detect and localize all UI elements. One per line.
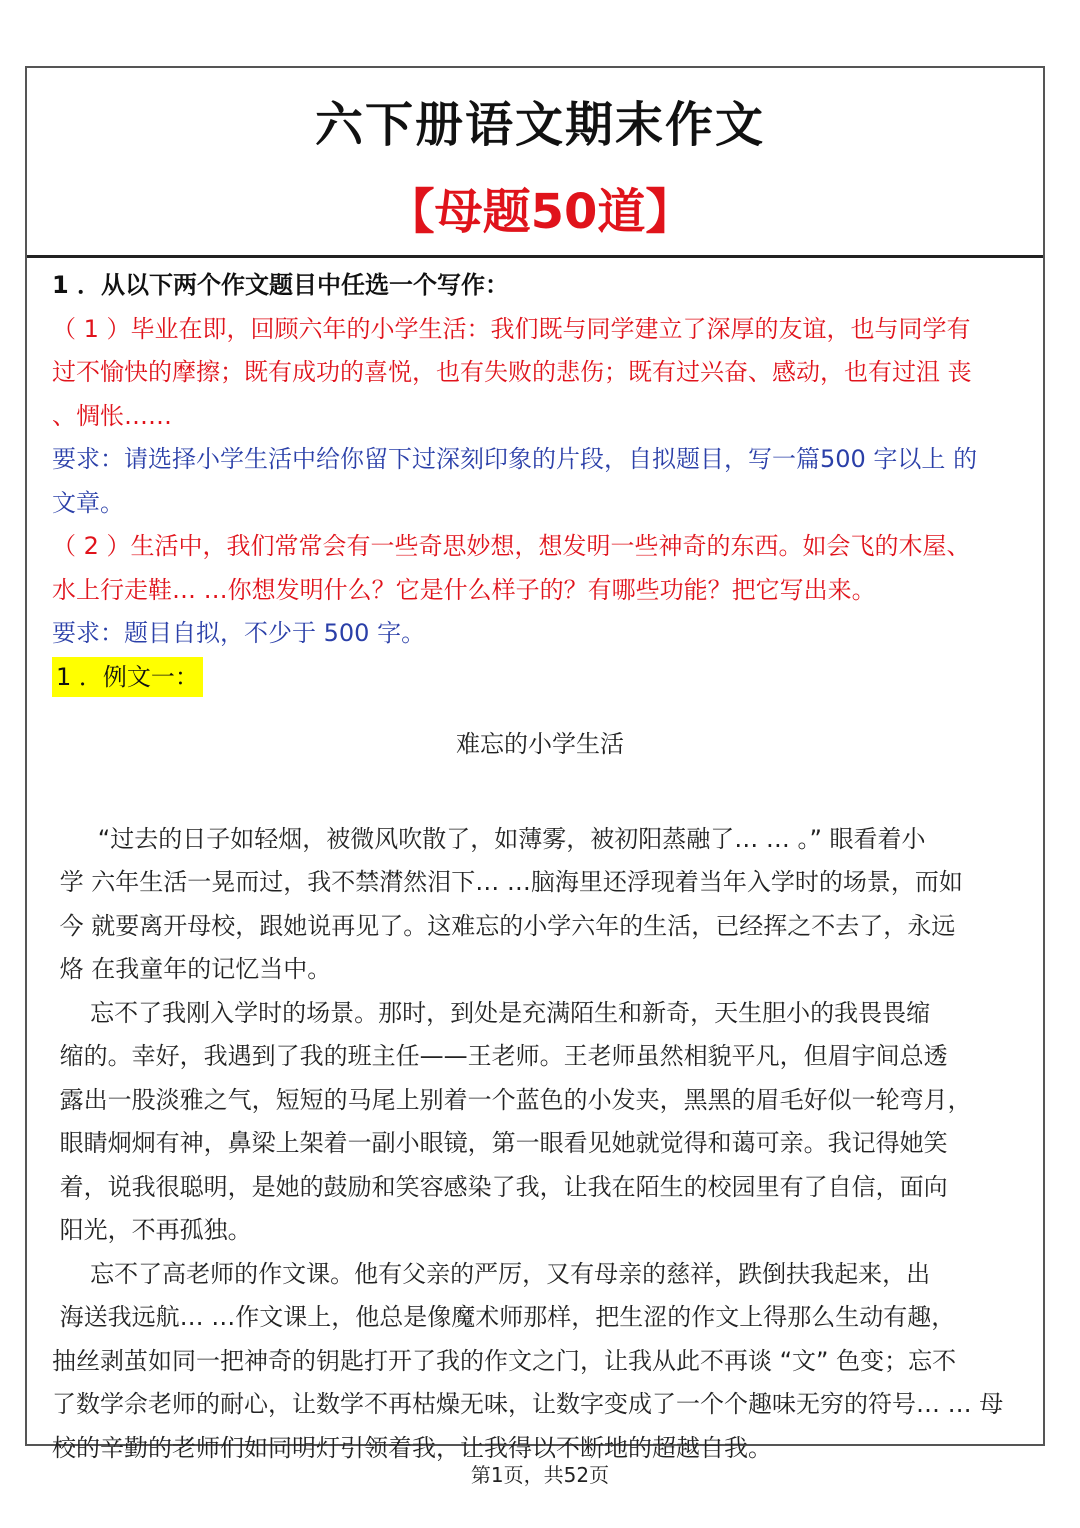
question-heading: 1 ．从以下两个作文题目中任选一个写作： [52, 271, 510, 299]
example-label: 1 ．例文一： [52, 657, 203, 697]
essay-line: 学 六年生活一晃而过，我不禁潸然泪下… …脑海里还浮现着当年入学时的场景，而如 [52, 868, 963, 896]
requirement1-line: 文章。 [52, 488, 124, 517]
page-title: 六下册语文期末作文 [314, 97, 765, 153]
essay-line: “过去的日子如轻烟，被微风吹散了，如薄雾，被初阳蒸融了… … 。” 眼看着小 [52, 824, 926, 853]
essay-line: 忘不了我刚入学时的场景。那时，到处是充满陌生和新奇，天生胆小的我畏畏缩 [52, 998, 931, 1027]
essay-line: 了数学佘老师的耐心，让数学不再枯燥无味，让数字变成了一个个趣味无穷的符号… … 母 [52, 1390, 1004, 1418]
title-divider [27, 255, 1043, 258]
essay-line: 忘不了高老师的作文课。他有父亲的严厉，又有母亲的慈祥，跌倒扶我起来，出 [52, 1259, 931, 1288]
essay-line: 眼睛炯炯有神，鼻梁上架着一副小眼镜，第一眼看见她就觉得和蔼可亲。我记得她笑 [52, 1129, 948, 1157]
essay-line: 露出一股淡雅之气，短短的马尾上别着一个蓝色的小发夹，黑黑的眉毛好似一轮弯月， [52, 1085, 972, 1114]
essay-line: 缩的。幸好，我遇到了我的班主任——王老师。王老师虽然相貌平凡，但眉宇间总透 [52, 1042, 948, 1070]
option1-line: 过不愉快的摩擦；既有成功的喜悦，也有失败的悲伤；既有过兴奋、感动，也有过沮 丧 [52, 358, 972, 386]
essay-line: 今 就要离开母校，跟她说再见了。这难忘的小学六年的生活，已经挥之不去了，永远 [52, 911, 956, 940]
option2-line: 水上行走鞋… …你想发明什么？它是什么样子的？有哪些功能？把它写出来。 [52, 575, 876, 604]
page-number: 第1页，共52页 [470, 1463, 610, 1487]
example-label-row [52, 656, 1037, 700]
spacer [52, 791, 1037, 818]
document-content [52, 264, 1037, 1470]
essay-line: 海送我远航… …作文课上，他总是像魔术师那样，把生涩的作文上得那么生动有趣， [52, 1303, 956, 1331]
essay-title: 难忘的小学生活 [456, 730, 624, 758]
page-subtitle: 【母题50道】 [386, 184, 694, 240]
essay-line: 烙 在我童年的记忆当中。 [52, 955, 332, 983]
requirement1-line: 要求：请选择小学生活中给你留下过深刻印象的片段，自拟题目，写一篇500 字以上 的 [52, 445, 978, 473]
requirement2-line: 要求：题目自拟，不少于 500 字。 [52, 619, 426, 647]
essay-line: 校的辛勤的老师们如同明灯引领着我，让我得以不断地的超越自我。 [52, 1433, 772, 1462]
essay-line: 着，说我很聪明，是她的鼓励和笑容感染了我，让我在陌生的校园里有了自信，面向 [52, 1172, 948, 1201]
essay-line: 阳光，不再孤独。 [52, 1216, 252, 1244]
essay-line: 抽丝剥茧如同一把神奇的钥匙打开了我的作文之门，让我从此不再谈 “文” 色变；忘不 [52, 1346, 957, 1375]
option1-line: （ 1 ）毕业在即，回顾六年的小学生活：我们既与同学建立了深厚的友谊，也与同学有 [52, 314, 971, 343]
option1-line: 、惆怅…… [52, 401, 172, 430]
option2-line: （ 2 ）生活中，我们常常会有一些奇思妙想，想发明一些神奇的东西。如会飞的木屋、 [52, 532, 971, 560]
